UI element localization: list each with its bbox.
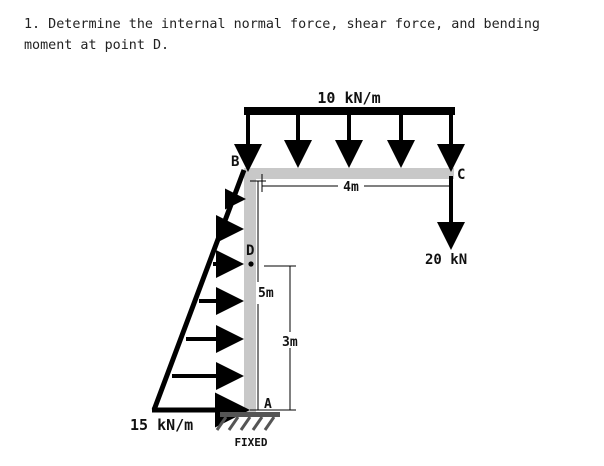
problem-statement: 1. Determine the internal normal force, shear force, and bending moment at point D. [24,17,540,53]
label-a: A [264,397,272,412]
distributed-load-left [152,170,244,410]
point-d-marker [248,261,253,266]
distributed-load-top [244,107,455,164]
label-point-load: 20 kN [425,252,468,268]
label-dim-3m: 3m [282,335,298,350]
fixed-support [217,412,280,430]
label-d: D [246,243,255,259]
label-dim-4m: 4m [343,180,359,195]
label-load-left: 15 kN/m [130,416,194,434]
label-dim-5m: 5m [258,286,274,301]
label-load-top: 10 kN/m [317,89,381,107]
beam-bc [244,168,454,179]
label-b: B [231,154,240,170]
label-c: C [457,167,466,183]
label-fixed: FIXED [234,436,268,449]
column-ab [244,168,256,412]
